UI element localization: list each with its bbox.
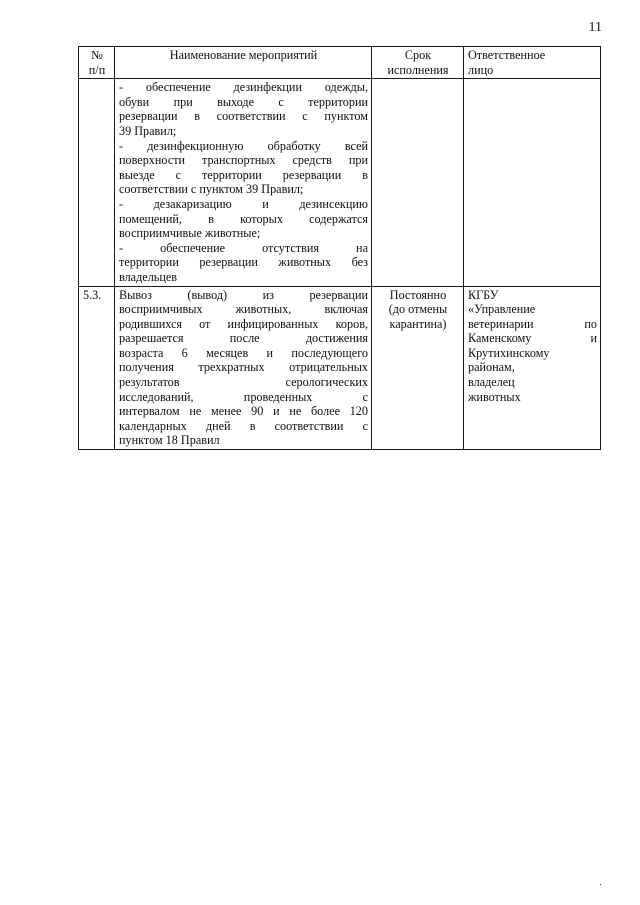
name-text-line: календарных дней в соответствии с bbox=[119, 418, 368, 433]
cell-name bbox=[115, 286, 372, 450]
measures-table bbox=[78, 46, 601, 450]
table-body bbox=[79, 79, 601, 450]
responsible-text-line: животных bbox=[468, 389, 521, 404]
name-text-line: поверхности транспортных средств при bbox=[119, 153, 368, 168]
name-text-line: восприимчивых животных, включая bbox=[119, 302, 368, 317]
header-responsible-line-1: Ответственное bbox=[468, 48, 546, 62]
table-row bbox=[79, 79, 601, 286]
name-text-line: восприимчивые животные; bbox=[119, 226, 261, 241]
header-number-line-1: № bbox=[91, 48, 103, 62]
name-text-line: помещений, в которых содержатся bbox=[119, 211, 368, 226]
header-name bbox=[115, 47, 372, 79]
name-text-line: интервалом не менее 90 и не более 120 bbox=[119, 404, 368, 419]
name-text-line: Вывоз (вывод) из резервации bbox=[119, 287, 368, 302]
name-text-line: обуви при выходе с территории bbox=[119, 94, 368, 109]
page-number: 11 bbox=[588, 20, 602, 35]
responsible-text-line: «Управление bbox=[468, 302, 536, 317]
responsible-text-line: ветеринарии по bbox=[468, 316, 597, 331]
header-term-line-2: исполнения bbox=[387, 62, 449, 77]
header-name-line-1: Наименование мероприятий bbox=[169, 48, 318, 62]
responsible-text-line: Каменскому и bbox=[468, 331, 597, 346]
cell-number: 5.3. bbox=[79, 286, 115, 450]
cell-responsible bbox=[464, 286, 601, 450]
name-text-line: получения трехкратных отрицательных bbox=[119, 360, 368, 375]
term-text-line: карантина) bbox=[389, 316, 447, 331]
name-text-line: резервации в соответствии с пунктом bbox=[119, 109, 368, 124]
name-text-line: территории резервации животных без bbox=[119, 255, 368, 270]
name-text-line: возраста 6 месяцев и последующего bbox=[119, 345, 368, 360]
header-responsible-line-2: лицо bbox=[468, 62, 494, 77]
name-text-line: выезде с территории резервации в bbox=[119, 167, 368, 182]
name-text-line: соответствии с пунктом 39 Правил; bbox=[119, 182, 304, 197]
cell-number bbox=[79, 79, 115, 286]
cell-term bbox=[372, 286, 464, 450]
header-term-line-1: Срок bbox=[404, 48, 432, 62]
term-text-line: (до отмены bbox=[388, 302, 448, 317]
header-number-line-2: п/п bbox=[88, 62, 106, 77]
table-header-row bbox=[79, 47, 601, 79]
term-text-line: Постоянно bbox=[389, 287, 447, 302]
table-row bbox=[79, 286, 601, 450]
cell-responsible bbox=[464, 79, 601, 286]
responsible-text-line: владелец bbox=[468, 375, 515, 390]
name-text-line: владельцев bbox=[119, 269, 178, 284]
header-responsible bbox=[464, 47, 601, 79]
responsible-text-line: Крутихинскому bbox=[468, 345, 550, 360]
header-term bbox=[372, 47, 464, 79]
name-text-line: исследований, проведенных с bbox=[119, 389, 368, 404]
name-text-line: - дезакаризацию и дезинсекцию bbox=[119, 196, 368, 211]
scan-speck bbox=[600, 884, 601, 885]
name-text-line: результатов серологических bbox=[119, 375, 368, 390]
name-text-line: - обеспечение отсутствия на bbox=[119, 240, 368, 255]
cell-term bbox=[372, 79, 464, 286]
name-text-line: - обеспечение дезинфекции одежды, bbox=[119, 80, 368, 95]
name-text-line: - дезинфекционную обработку всей bbox=[119, 138, 368, 153]
header-number bbox=[79, 47, 115, 79]
name-text-line: 39 Правил; bbox=[119, 123, 177, 138]
responsible-text-line: КГБУ bbox=[468, 287, 499, 302]
responsible-text-line: районам, bbox=[468, 360, 515, 375]
name-text-line: родившихся от инфицированных коров, bbox=[119, 316, 368, 331]
cell-name bbox=[115, 79, 372, 286]
name-text-line: пунктом 18 Правил bbox=[119, 433, 220, 448]
name-text-line: разрешается после достижения bbox=[119, 331, 368, 346]
